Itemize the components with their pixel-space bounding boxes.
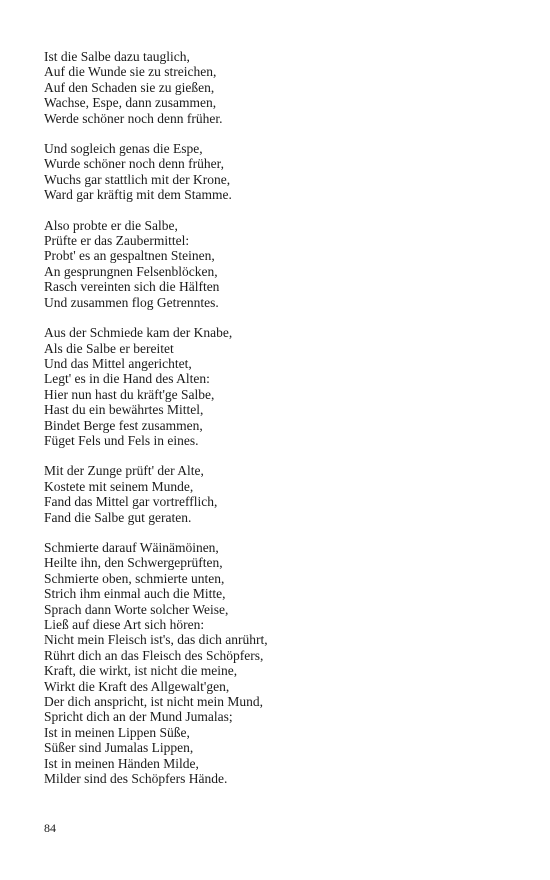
verse-line: Spricht dich an der Mund Jumalas;: [44, 709, 233, 725]
verse-line: Prüfte er das Zaubermittel:: [44, 233, 190, 249]
verse-line: Auf den Schaden sie zu gießen,: [44, 79, 215, 95]
verse-line: An gesprungnen Felsenblöcken,: [44, 263, 218, 279]
verse-line: Ist die Salbe dazu tauglich,: [44, 49, 190, 64]
verse-line: Legt' es in die Hand des Alten:: [44, 371, 210, 387]
verse-line: Und das Mittel angerichtet,: [44, 355, 192, 371]
verse-line: Also probte er die Salbe,: [44, 217, 178, 233]
verse-line: Mit der Zunge prüft' der Alte,: [44, 463, 204, 479]
poem-text: [44, 49, 514, 801]
stanza-3: [44, 218, 514, 310]
verse-line: Heilte ihn, den Schwergeprüften,: [44, 555, 223, 571]
verse-line: Als die Salbe er bereitet: [44, 340, 174, 356]
stanza-6: [44, 540, 514, 787]
stanza-4: [44, 325, 514, 448]
verse-line: Auf die Wunde sie zu streichen,: [44, 64, 217, 80]
verse-line: Und sogleich genas die Espe,: [44, 141, 203, 157]
verse-line: Strich ihm einmal auch die Mitte,: [44, 586, 226, 602]
page-number: 84: [44, 821, 56, 835]
verse-line: Hier nun hast du kräft'ge Salbe,: [44, 386, 215, 402]
verse-line: Sprach dann Worte solcher Weise,: [44, 601, 229, 617]
stanza-2: [44, 141, 514, 203]
verse-line: Der dich anspricht, ist nicht mein Mund,: [44, 694, 263, 710]
verse-line: Bindet Berge fest zusammen,: [44, 417, 203, 433]
stanza-5: [44, 463, 514, 525]
verse-line: Ist in meinen Lippen Süße,: [44, 724, 190, 740]
verse-line: Werde schöner noch denn früher.: [44, 110, 223, 126]
verse-line: Wuchs gar stattlich mit der Krone,: [44, 171, 231, 187]
verse-line: Rasch vereinten sich die Hälften: [44, 279, 220, 295]
verse-line: Süßer sind Jumalas Lippen,: [44, 740, 194, 756]
verse-line: Aus der Schmiede kam der Knabe,: [44, 325, 233, 341]
verse-line: Wachse, Espe, dann zusammen,: [44, 95, 217, 111]
verse-line: Hast du ein bewährtes Mittel,: [44, 402, 204, 418]
verse-line: Ließ auf diese Art sich hören:: [44, 617, 205, 632]
verse-line: Schmierte darauf Wäinämöinen,: [44, 539, 219, 555]
verse-line: Schmierte oben, schmierte unten,: [44, 570, 225, 586]
verse-line: Kostete mit seinem Munde,: [44, 478, 194, 494]
verse-line: Wirkt die Kraft des Allgewalt'gen,: [44, 678, 230, 694]
verse-line: Ist in meinen Händen Milde,: [44, 755, 199, 771]
verse-line: Probt' es an gespaltnen Steinen,: [44, 248, 215, 264]
verse-line: Fand das Mittel gar vortrefflich,: [44, 494, 218, 510]
verse-line: Rührt dich an das Fleisch des Schöpfers,: [44, 647, 264, 663]
verse-line: Nicht mein Fleisch ist's, das dich anrührt,: [44, 632, 268, 648]
verse-line: Wurde schöner noch denn früher,: [44, 156, 224, 172]
verse-line: Fand die Salbe gut geraten.: [44, 509, 192, 525]
stanza-1: [44, 49, 514, 126]
verse-line: Und zusammen flog Getrenntes.: [44, 294, 219, 310]
verse-line: Füget Fels und Fels in eines.: [44, 432, 199, 448]
verse-line: Kraft, die wirkt, ist nicht die meine,: [44, 663, 238, 679]
verse-line: Ward gar kräftig mit dem Stamme.: [44, 187, 232, 203]
verse-line: Milder sind des Schöpfers Hände.: [44, 771, 228, 787]
